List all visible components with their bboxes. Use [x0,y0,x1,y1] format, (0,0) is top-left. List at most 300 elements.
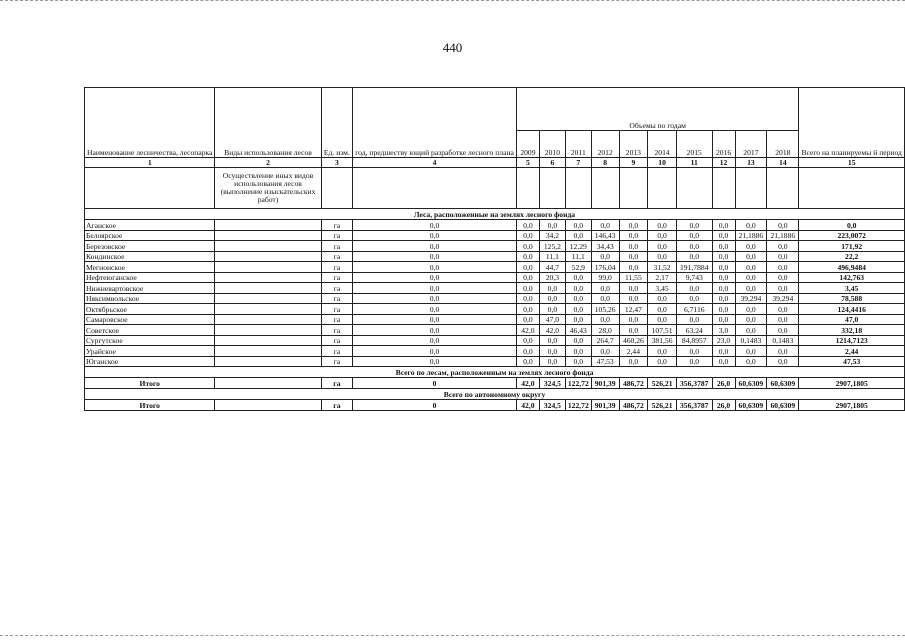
year-value: 20,3 [539,272,565,283]
year-value: 34,43 [591,241,619,252]
year-value: 42,0 [516,400,539,411]
empty-cell [767,168,799,209]
year-value: 28,0 [591,325,619,336]
table-row [85,230,905,241]
column-number: 14 [767,158,799,168]
year-value: 0,0 [648,241,677,252]
use-kind-cell [215,241,321,252]
year-value: 0,0 [565,346,591,357]
total-value: 142,763 [799,272,905,283]
use-kind-cell [215,346,321,357]
use-kind-cell [215,304,321,315]
prev-year-value: 0,0 [353,283,517,294]
total-value: 47,0 [799,314,905,325]
prev-year-value: 0 [353,378,517,389]
year-value: 0,0 [619,356,648,367]
use-kind-cell [215,335,321,346]
year-header: 2015 [676,131,712,158]
column-number: 15 [799,158,905,168]
year-value: 0,0 [767,283,799,294]
year-value: 0,0 [619,283,648,294]
unit-cell: га [321,293,353,304]
year-value: 0,0 [767,346,799,357]
year-header: 2016 [712,131,735,158]
year-value: 0,0 [767,241,799,252]
year-value: 9,743 [676,272,712,283]
use-kind-cell [215,262,321,273]
prev-year-value: 0,0 [353,356,517,367]
year-value: 0,0 [712,283,735,294]
year-value: 191,7884 [676,262,712,273]
year-value: 12,29 [565,241,591,252]
total-value: 171,92 [799,241,905,252]
year-value: 0,0 [539,304,565,315]
table-row [85,241,905,252]
year-value: 0,0 [619,241,648,252]
year-value: 0,0 [539,220,565,231]
year-value: 0,0 [712,241,735,252]
column-number: 4 [353,158,517,168]
table-row [85,356,905,367]
year-value: 60,6309 [735,400,767,411]
year-value: 0,0 [516,314,539,325]
prev-year-value: 0,0 [353,304,517,315]
column-number: 5 [516,158,539,168]
year-value: 0,0 [565,304,591,315]
unit-cell: га [321,314,353,325]
empty-cell [565,168,591,209]
forestry-name: Мегионское [85,262,215,273]
year-value: 11,55 [619,272,648,283]
year-value: 0,0 [735,283,767,294]
year-header: 2010 [539,131,565,158]
forestry-name: Белоярское [85,230,215,241]
year-value: 105,26 [591,304,619,315]
year-value: 0,0 [516,335,539,346]
year-value: 0,0 [735,346,767,357]
total-value: 78,588 [799,293,905,304]
year-value: 0,0 [735,262,767,273]
year-value: 122,72 [565,378,591,389]
use-description: Осуществление иных видов использования лесов (выполнение изыскательских работ) [215,168,321,209]
forest-use-table [84,87,905,411]
section-title: Леса, расположенные на землях лесного фонда [85,209,905,220]
unit-cell: га [321,304,353,315]
year-value: 63,24 [676,325,712,336]
use-kind-cell [215,293,321,304]
use-kind-cell [215,314,321,325]
year-value: 0,0 [712,346,735,357]
year-value: 0,0 [648,314,677,325]
total-value: 124,4416 [799,304,905,315]
empty-cell [516,168,539,209]
forestry-name: Няксимвольское [85,293,215,304]
unit-cell: га [321,400,353,411]
use-kind-cell [215,283,321,294]
prev-year-value: 0,0 [353,230,517,241]
year-value: 0,0 [516,241,539,252]
year-value: 146,43 [591,230,619,241]
year-value: 0,0 [767,314,799,325]
column-number: 1 [85,158,215,168]
year-value: 0,0 [619,325,648,336]
year-header: 2012 [591,131,619,158]
year-value: 0,0 [516,251,539,262]
forest-total-row [85,378,905,389]
year-value: 0,0 [712,230,735,241]
year-value: 31,52 [648,262,677,273]
year-value: 0,0 [516,293,539,304]
forestry-name: Урайское [85,346,215,357]
scan-edge-top [0,0,905,4]
total-value: 2,44 [799,346,905,357]
year-value: 0,0 [565,335,591,346]
year-value: 0,0 [648,220,677,231]
year-value: 0,0 [565,314,591,325]
column-number: 13 [735,158,767,168]
year-value: 0,0 [516,220,539,231]
unit-cell: га [321,283,353,294]
forestry-name: Березовское [85,241,215,252]
use-kind-cell [215,325,321,336]
year-value: 0,0 [676,251,712,262]
unit-cell: га [321,220,353,231]
year-value: 0,0 [565,356,591,367]
empty-cell [712,168,735,209]
year-value: 486,72 [619,400,648,411]
total-value: 3,45 [799,283,905,294]
year-value: 0,0 [516,262,539,273]
year-value: 42,0 [516,325,539,336]
total-label: Итого [85,400,215,411]
use-kind-cell [215,251,321,262]
year-value: 0,0 [539,346,565,357]
okrug-total-title: Всего по автономному округу [85,389,905,400]
column-number: 9 [619,158,648,168]
year-value: 122,72 [565,400,591,411]
year-value: 11,1 [539,251,565,262]
year-value: 0,0 [516,272,539,283]
table-row [85,314,905,325]
year-value: 3,0 [712,325,735,336]
year-value: 0,0 [565,230,591,241]
year-value: 0,0 [565,272,591,283]
empty-cell [799,168,905,209]
prev-year-value: 0,0 [353,335,517,346]
prev-year-value: 0,0 [353,325,517,336]
empty-cell [735,168,767,209]
year-value: 0,0 [619,293,648,304]
total-value: 332,18 [799,325,905,336]
prev-year-value: 0,0 [353,293,517,304]
table-row [85,335,905,346]
year-value: 0,0 [735,272,767,283]
unit-cell: га [321,346,353,357]
year-value: 0,0 [712,220,735,231]
year-value: 21,1886 [767,230,799,241]
year-value: 26,0 [712,378,735,389]
year-value: 0,0 [591,314,619,325]
use-kind-cell [215,378,321,389]
year-value: 11,1 [565,251,591,262]
table-row [85,220,905,231]
year-value: 0,0 [539,335,565,346]
prev-year-value: 0,0 [353,262,517,273]
prev-year-value: 0,0 [353,314,517,325]
table-row [85,346,905,357]
year-value: 381,56 [648,335,677,346]
year-value: 0,0 [712,356,735,367]
prev-year-value: 0,0 [353,241,517,252]
use-kind-cell [215,400,321,411]
year-value: 0,0 [735,251,767,262]
empty-cell [85,168,215,209]
empty-cell [676,168,712,209]
header-volumes: Объемы по годам [516,88,799,131]
unit-cell: га [321,335,353,346]
year-header: 2013 [619,131,648,158]
table-row [85,262,905,273]
year-value: 3,45 [648,283,677,294]
unit-cell: га [321,251,353,262]
year-value: 460,26 [619,335,648,346]
total-value: 1214,7123 [799,335,905,346]
year-value: 0,0 [676,314,712,325]
year-value: 23,0 [712,335,735,346]
okrug-total-title-row [85,389,905,400]
year-value: 0,0 [648,293,677,304]
year-value: 356,3787 [676,400,712,411]
year-value: 0,0 [712,293,735,304]
unit-cell: га [321,262,353,273]
year-value: 0,0 [648,356,677,367]
year-value: 60,6309 [767,400,799,411]
year-value: 0,0 [648,230,677,241]
year-value: 0,0 [676,241,712,252]
year-value: 0,0 [619,262,648,273]
empty-cell [591,168,619,209]
forestry-name: Нефтеюганское [85,272,215,283]
year-value: 0,0 [676,230,712,241]
prev-year-value: 0,0 [353,272,517,283]
header-name: Наименование лесничества, лесопарка [85,88,215,158]
use-kind-cell [215,356,321,367]
header-kind: Виды использования лесов [215,88,321,158]
year-value: 0,0 [676,356,712,367]
year-value: 0,0 [516,283,539,294]
forestry-name: Самаровское [85,314,215,325]
year-value: 0,0 [516,304,539,315]
year-value: 0,0 [591,346,619,357]
year-value: 6,7116 [676,304,712,315]
year-header: 2014 [648,131,677,158]
table-row [85,293,905,304]
year-value: 176,04 [591,262,619,273]
year-value: 52,9 [565,262,591,273]
year-value: 0,1483 [735,335,767,346]
forestry-name: Юганское [85,356,215,367]
year-value: 0,0 [591,293,619,304]
year-value: 901,39 [591,378,619,389]
total-value: 0,0 [799,220,905,231]
total-value: 223,0072 [799,230,905,241]
year-value: 0,0 [676,220,712,231]
year-value: 0,0 [735,220,767,231]
year-value: 324,5 [539,400,565,411]
forestry-name: Сургутское [85,335,215,346]
year-value: 0,0 [735,314,767,325]
year-value: 47,53 [591,356,619,367]
total-value: 2907,1805 [799,400,905,411]
prev-year-value: 0 [353,400,517,411]
year-value: 0,0 [565,283,591,294]
prev-year-value: 0,0 [353,220,517,231]
table-row [85,304,905,315]
column-number: 2 [215,158,321,168]
year-value: 0,0 [767,251,799,262]
year-header: 2011 [565,131,591,158]
forest-total-title-row [85,367,905,378]
unit-cell: га [321,356,353,367]
year-value: 0,0 [712,304,735,315]
unit-cell: га [321,272,353,283]
okrug-total-row [85,400,905,411]
forest-total-title: Всего по лесам, расположенным на землях лесного фонда [85,367,905,378]
year-value: 0,0 [767,220,799,231]
year-value: 0,0 [591,283,619,294]
year-value: 264,7 [591,335,619,346]
year-value: 0,1483 [767,335,799,346]
year-value: 0,0 [676,346,712,357]
column-number: 8 [591,158,619,168]
year-value: 107,51 [648,325,677,336]
scan-edge-bottom [0,632,905,636]
year-header: 2017 [735,131,767,158]
year-value: 39,294 [767,293,799,304]
year-value: 526,21 [648,400,677,411]
year-value: 0,0 [539,356,565,367]
year-value: 324,5 [539,378,565,389]
year-value: 2,44 [619,346,648,357]
year-value: 0,0 [565,293,591,304]
year-value: 0,0 [516,230,539,241]
year-value: 34,2 [539,230,565,241]
empty-cell [321,168,353,209]
unit-cell: га [321,378,353,389]
empty-cell [539,168,565,209]
forestry-name: Кондинское [85,251,215,262]
column-numbers-row [85,158,905,168]
year-value: 0,0 [648,304,677,315]
year-value: 60,6309 [767,378,799,389]
year-value: 0,0 [712,272,735,283]
unit-cell: га [321,325,353,336]
use-kind-cell [215,230,321,241]
total-label: Итого [85,378,215,389]
year-value: 0,0 [565,220,591,231]
year-value: 44,7 [539,262,565,273]
empty-cell [353,168,517,209]
total-value: 47,53 [799,356,905,367]
year-value: 2,17 [648,272,677,283]
year-value: 0,0 [516,356,539,367]
year-value: 0,0 [676,293,712,304]
year-value: 12,47 [619,304,648,315]
year-value: 0,0 [735,325,767,336]
year-header: 2018 [767,131,799,158]
year-value: 84,8957 [676,335,712,346]
year-value: 0,0 [735,241,767,252]
year-value: 0,0 [516,346,539,357]
year-value: 0,0 [619,251,648,262]
year-value: 0,0 [539,283,565,294]
year-value: 0,0 [648,251,677,262]
year-value: 0,0 [712,314,735,325]
year-value: 901,39 [591,400,619,411]
column-number: 11 [676,158,712,168]
table-row [85,325,905,336]
year-value: 0,0 [619,314,648,325]
year-value: 125,2 [539,241,565,252]
prev-year-value: 0,0 [353,346,517,357]
year-value: 42,0 [539,325,565,336]
forestry-name: Октябрьское [85,304,215,315]
total-value: 2907,1805 [799,378,905,389]
page-number: 440 [442,40,463,55]
year-value: 0,0 [712,251,735,262]
year-value: 0,0 [619,230,648,241]
year-value: 47,0 [539,314,565,325]
year-value: 526,21 [648,378,677,389]
column-number: 6 [539,158,565,168]
year-value: 46,43 [565,325,591,336]
year-value: 0,0 [591,220,619,231]
year-value: 99,0 [591,272,619,283]
year-value: 60,6309 [735,378,767,389]
forestry-name: Аганское [85,220,215,231]
column-number: 3 [321,158,353,168]
use-kind-cell [215,220,321,231]
year-header: 2009 [516,131,539,158]
year-value: 0,0 [539,293,565,304]
year-value: 0,0 [735,304,767,315]
section-title-row [85,209,905,220]
year-value: 0,0 [676,283,712,294]
year-value: 39,294 [735,293,767,304]
year-value: 21,1886 [735,230,767,241]
prev-year-value: 0,0 [353,251,517,262]
year-value: 0,0 [648,346,677,357]
year-value: 0,0 [591,251,619,262]
empty-cell [619,168,648,209]
forestry-name: Советское [85,325,215,336]
header-unit: Ед. изм. [321,88,353,158]
year-value: 0,0 [767,304,799,315]
year-value: 0,0 [712,262,735,273]
column-number: 10 [648,158,677,168]
year-value: 0,0 [735,356,767,367]
year-value: 26,0 [712,400,735,411]
empty-cell [648,168,677,209]
use-kind-cell [215,272,321,283]
year-value: 0,0 [619,220,648,231]
use-description-row [85,168,905,209]
table-row [85,251,905,262]
year-value: 0,0 [767,272,799,283]
table-row [85,272,905,283]
table-row [85,283,905,294]
forestry-name: Нижневартовское [85,283,215,294]
